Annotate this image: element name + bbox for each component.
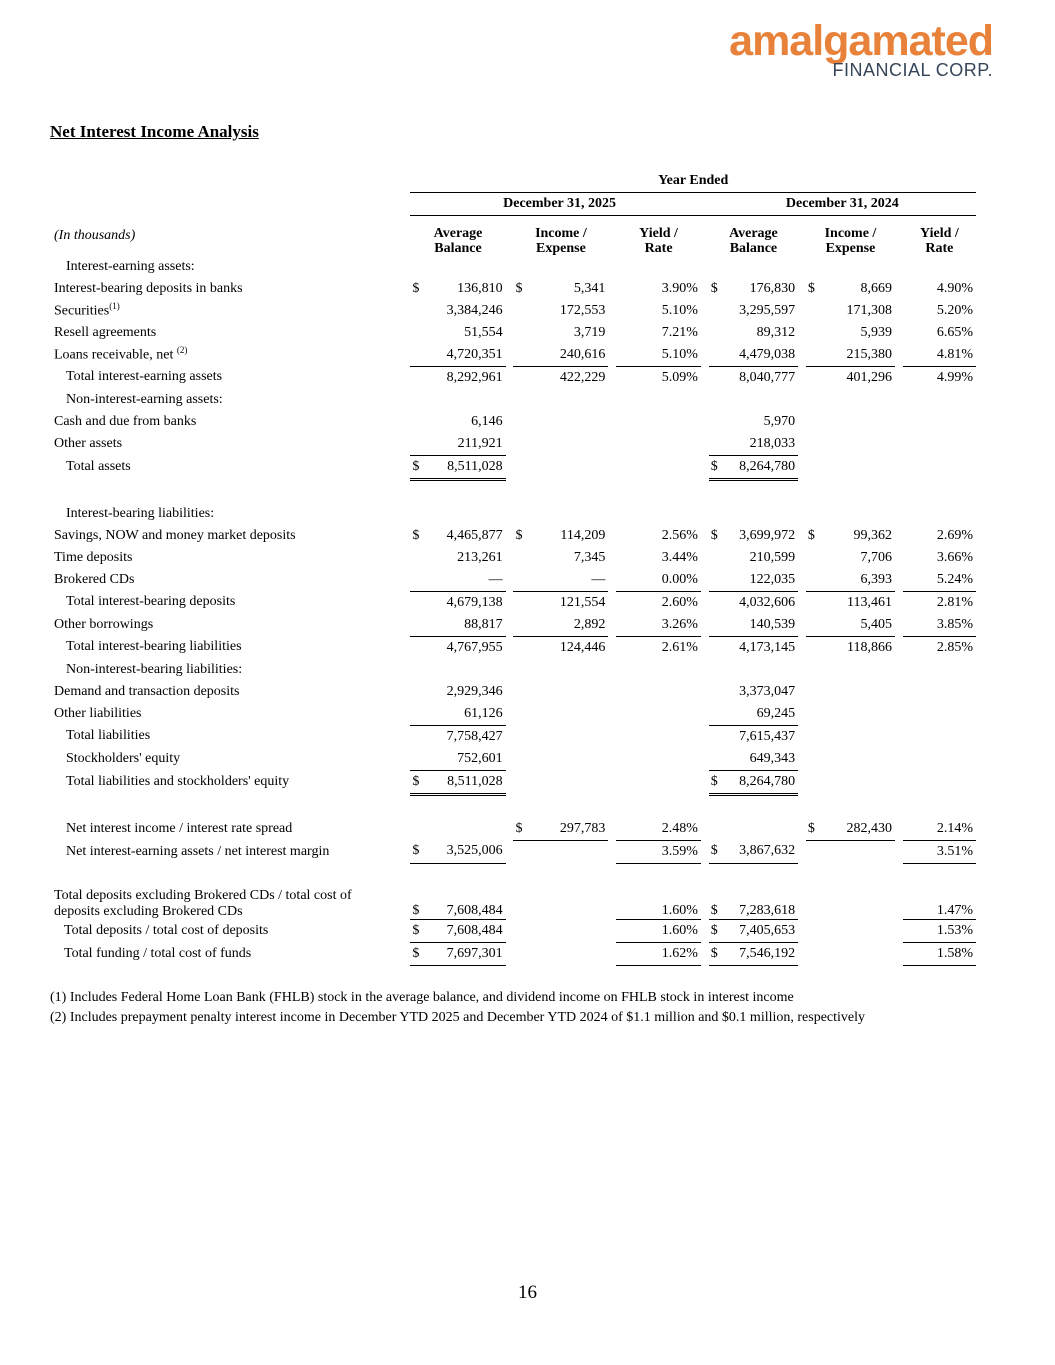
row-label: Cash and due from banks [54,413,197,429]
table-cell: 172,553 [559,302,606,318]
table-cell: 3.59% [616,840,701,863]
table-cell: 88,817 [426,614,505,637]
spacer-row [50,863,976,886]
table-cell: 8,264,780 [725,455,799,479]
currency-symbol: $ [410,920,426,943]
currency-symbol: $ [513,818,529,841]
table-cell: 5,939 [860,324,893,340]
net-interest-income-table [50,170,976,966]
currency-symbol: $ [710,280,718,296]
table-cell: 122,035 [725,569,799,592]
section-heading [50,256,976,278]
col-avg-balance-2024: Average Balance [729,225,778,256]
row-label: Total interest-bearing deposits [66,594,236,610]
table-cell: 176,830 [749,280,796,296]
table-cell: 7,608,484 [426,886,505,920]
table-cell: 4,479,038 [725,344,799,367]
currency-symbol: $ [709,943,725,966]
units-label: (In thousands) [54,227,136,243]
currency-symbol: $ [806,818,822,841]
table-cell: — [529,569,608,592]
row-label: Time deposits [54,549,133,565]
table-cell: 3,719 [573,324,606,340]
row-label: Stockholders' equity [66,750,181,766]
table-cell: Interest-earning assets: [66,258,195,274]
table-cell: 2.61% [661,639,698,655]
table-cell: 5,405 [822,614,895,637]
col-income-expense-2025: Income / Expense [535,225,587,256]
row-label: Interest-bearing deposits in banks [54,280,243,296]
table-cell: 171,308 [846,302,893,318]
table-cell: 7.21% [661,324,698,340]
table-cell: 7,758,427 [446,728,503,744]
table-cell: 5,970 [763,413,796,429]
table-cell: 140,539 [725,614,799,637]
table-cell: 218,033 [725,433,799,456]
currency-symbol: $ [807,527,815,543]
table-cell: 1.62% [616,943,701,966]
table-cell: 7,697,301 [426,943,505,966]
table-cell: 4,465,877 [446,527,503,543]
table-cell: 4.90% [936,280,973,296]
row-label: Total interest-earning assets [66,369,223,385]
col-yield-rate-2025: Yield / Rate [639,225,678,256]
table-cell: 114,209 [560,527,606,543]
row-label: Total interest-bearing liabilities [66,639,242,655]
table-row: Loans receivable, net $^{(2)}$ 4,720,351 240,616 5.10% 4,479,038 215,380 4.81% [50,344,976,367]
col-yield-rate-2024: Yield / Rate [920,225,959,256]
table-cell: 752,601 [426,748,505,771]
table-cell: 215,380 [822,344,895,367]
table-cell: 1.60% [616,886,701,920]
currency-symbol: $ [515,280,523,296]
currency-symbol: $ [412,280,420,296]
table-cell: 2.14% [903,818,976,841]
summary-row [50,840,976,863]
table-cell: 7,405,653 [725,920,799,943]
table-cell: 89,312 [756,324,796,340]
table-cell: 124,446 [559,639,606,655]
row-label: Total liabilities and stockholders' equity [66,774,290,789]
logo-subtitle: FINANCIAL CORP. [832,60,993,80]
row-label: Resell agreements [54,324,157,340]
table-cell: 5.09% [661,369,698,385]
table-cell: 7,345 [573,549,606,565]
table-cell: 4,767,955 [446,639,503,655]
currency-symbol: $ [410,840,426,863]
currency-symbol: $ [410,886,426,920]
currency-symbol: $ [807,280,815,296]
table-cell: 401,296 [846,369,893,385]
total-row [50,770,976,794]
period-header: Year Ended [410,170,976,193]
logo-wordmark: amalgamated [729,17,993,65]
table-cell: 2.56% [661,527,698,543]
row-label: Net interest-earning assets / net interest margin [66,843,330,859]
row-label: Other assets [54,435,123,451]
spacer-row [50,479,976,503]
table-cell: 3.44% [661,549,698,565]
subtotal-row [50,366,976,389]
page-title: Net Interest Income Analysis [50,122,259,141]
currency-symbol: $ [412,527,420,543]
col-income-expense-2024: Income / Expense [824,225,877,256]
section-heading [50,389,976,411]
col-group-2024: December 31, 2024 [709,193,976,216]
table-cell: 282,430 [822,818,895,841]
table-cell: 3,867,632 [725,840,799,863]
currency-symbol: $ [410,455,426,479]
table-cell: 8,511,028 [426,770,505,794]
table-cell: 2.81% [936,594,973,610]
table-cell: 7,283,618 [725,886,799,920]
table-cell: 5.24% [903,569,976,592]
table-row [50,569,976,592]
footnotes [50,988,865,1028]
table-cell: 4.99% [936,369,973,385]
currency-symbol: $ [710,527,718,543]
table-cell: 2.85% [936,639,973,655]
table-cell: 3.90% [661,280,698,296]
table-cell: 121,554 [559,594,606,610]
table-row: Securities$^{(1)}$ 3,384,246 172,553 5.10% 3,295,597 171,308 5.20% [50,300,976,322]
row-label: Total deposits / total cost of deposits [64,923,269,938]
table-cell: 422,229 [559,369,606,385]
table-cell: 7,615,437 [739,728,796,744]
table-row [50,547,976,569]
table-cell: 8,040,777 [739,369,796,385]
table-row [50,433,976,456]
table-cell: 3,525,006 [426,840,505,863]
company-logo [673,17,993,80]
table-cell: 2,892 [529,614,608,637]
table-cell: 99,362 [853,527,893,543]
col-group-2025: December 31, 2025 [410,193,708,216]
table-cell: 5.10% [616,344,701,367]
row-label: Net interest income / interest rate spread [66,820,293,836]
currency-symbol: $ [709,840,725,863]
table-cell: 113,461 [847,594,893,610]
table-cell: 61,126 [426,703,505,726]
table-cell: 2.69% [936,527,973,543]
table-cell: 0.00% [616,569,701,592]
row-label: Total liabilities [66,728,151,744]
table-row [50,278,976,300]
subtotal-row [50,636,976,659]
page-number: 16 [518,1282,537,1303]
table-cell: 297,783 [529,818,608,841]
table-cell: 2.48% [616,818,701,841]
table-cell: 7,608,484 [426,920,505,943]
table-cell: 3.66% [936,549,973,565]
row-label: Total funding / total cost of funds [64,946,252,961]
footnote-1: (1) Includes Federal Home Loan Bank (FHLB) stock in the average balance, and dividend income on FHLB stock in interest income [50,990,794,1005]
subtotal-row [50,725,976,748]
table-cell: 8,264,780 [725,770,799,794]
table-cell: 5.10% [661,302,698,318]
table-cell: 213,261 [457,549,503,565]
table-cell: 3.26% [616,614,701,637]
table-cell: Non-interest-bearing liabilities: [66,661,243,677]
row-label: Savings, NOW and money market deposits [54,527,296,543]
table-cell: — [426,569,505,592]
summary-row [50,818,976,841]
table-cell: 6,146 [471,413,503,429]
table-cell: 1.53% [903,920,976,943]
row-label: Other borrowings [54,616,154,632]
table-cell: 69,245 [725,703,799,726]
row-label: Other liabilities [54,705,142,721]
table-cell: 8,511,028 [426,455,505,479]
section-heading [50,503,976,525]
table-cell: 1.47% [903,886,976,920]
table-cell: 4,720,351 [426,344,505,367]
table-cell: 3,699,972 [739,527,796,543]
currency-symbol: $ [410,770,426,794]
table-cell: 136,810 [457,280,503,296]
table-cell: 3.51% [903,840,976,863]
table-cell: 3,384,246 [446,302,503,318]
table-row [50,614,976,637]
table-row [50,411,976,433]
table-cell: 6,393 [822,569,895,592]
table-row [50,525,976,547]
table-cell: 211,921 [426,433,505,456]
col-avg-balance-2025: Average Balance [433,225,483,256]
table-cell: 4,032,606 [739,594,796,610]
table-cell: 210,599 [749,549,796,565]
footnote-2: (2) Includes prepayment penalty interest income in December YTD 2025 and December YTD 2024 of $1.1 million and $0.1 million, respectively [50,1010,866,1025]
header-row-columns [50,216,976,256]
table-cell: 240,616 [529,344,608,367]
table-cell: 7,546,192 [725,943,799,966]
table-cell: Interest-bearing liabilities: [66,505,215,521]
table-cell: 7,706 [860,549,893,565]
currency-symbol: $ [515,527,523,543]
table-row [50,322,976,344]
table-cell: 8,669 [860,280,893,296]
subtotal-row [50,591,976,614]
table-cell: 2.60% [661,594,698,610]
row-label: Brokered CDs [54,571,135,587]
table-cell: Non-interest-earning assets: [66,391,223,407]
table-cell: 3,295,597 [739,302,796,318]
table-row [50,703,976,726]
table-cell: 2,929,346 [446,683,503,699]
table-cell: 4,679,138 [446,594,503,610]
table-cell: 5.20% [936,302,973,318]
table-row [50,748,976,771]
table-cell: 649,343 [725,748,799,771]
currency-symbol: $ [709,920,725,943]
currency-symbol: $ [709,455,725,479]
table-cell: 5,341 [573,280,606,296]
table-cell: 1.58% [903,943,976,966]
table-cell: 8,292,961 [446,369,503,385]
currency-symbol: $ [709,886,725,920]
table-cell: 4.81% [903,344,976,367]
header-row-period [50,170,976,193]
table-cell: 4,173,145 [739,639,796,655]
spacer-row [50,794,976,818]
table-row [50,681,976,703]
row-label: Total assets [66,459,131,474]
table-cell: 6.65% [936,324,973,340]
table-cell: 3,373,047 [739,683,796,699]
currency-symbol: $ [410,943,426,966]
table-cell: 51,554 [464,324,503,340]
header-row-dates [50,193,976,216]
summary-row [50,920,976,943]
summary-row [50,943,976,966]
summary-row: Total deposits excluding Brokered CDs / total cost of deposits excluding Brokered CDs $ 7,608,484 1.60% $ 7,283,618 1.47% [50,886,976,920]
section-heading [50,659,976,681]
row-label: Demand and transaction deposits [54,683,240,699]
currency-symbol: $ [709,770,725,794]
table-cell: 3.85% [903,614,976,637]
total-row [50,455,976,479]
table-cell: 1.60% [616,920,701,943]
table-cell: 118,866 [847,639,893,655]
